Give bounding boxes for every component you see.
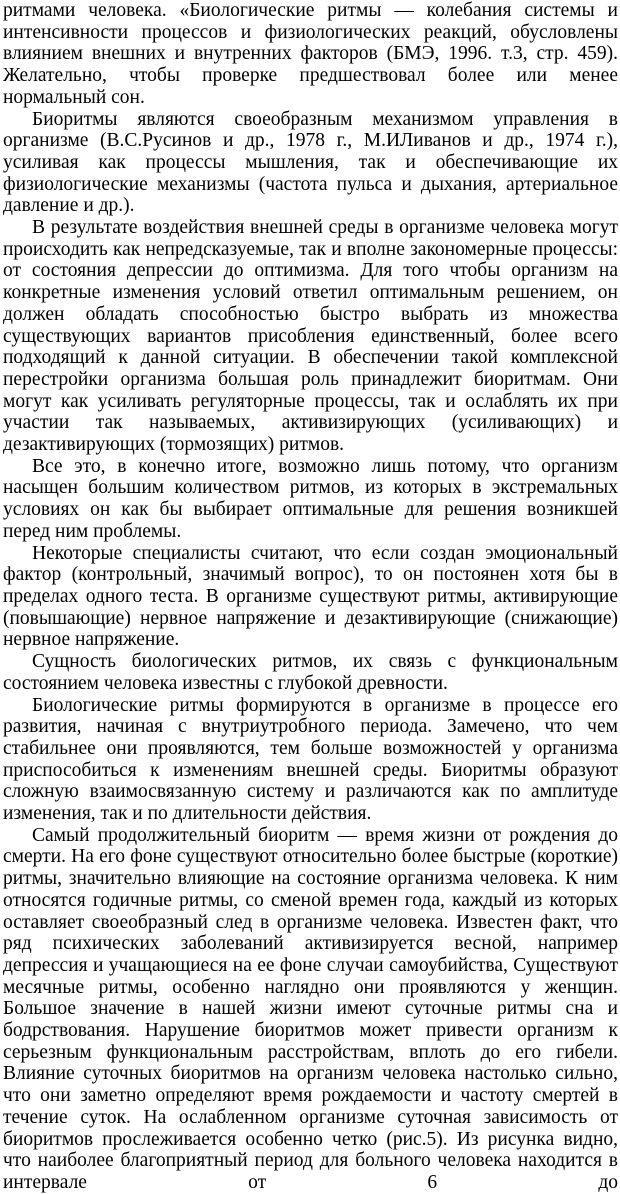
paragraph-3: В результате воздействия внешней среды в организме человека могут происходить как непредсказуемые, так и вполне закономерные процессы: от состояния депрессии до оптимизма. Для того чтобы организм на конкретные изменения условий ответил оптимальным решением, он должен обладать способностью быстро выбрать из множества существующих вариантов присобления единственный, более всего подходящий к данной ситуации. В обеспечении такой комплексной перестройки организма большая роль принадлежит биоритмам. Они могут как усиливать регуляторные процессы, так и ослаблять их при участии так называемых, активизирующих (усиливающих) и дезактивирующих (тормозящих) ритмов. xyxy=(3,217,618,456)
paragraph-2: Биоритмы являются своеобразным механизмом управления в организме (В.С.Русинов и др., 1978 г., М.ИЛиванов и др., 1974 г.), усиливая как процессы мышления, так и обеспечивающие их физиологические механизмы (частота пульса и дыхания, артериальное давление и др.). xyxy=(3,108,618,217)
paragraph-8: Самый продолжительный биоритм — время жизни от рождения до смерти. На его фоне существуют относительно более быстрые (короткие) ритмы, значительно влияющие на состояние организма человека. К ним относятся годичные ритмы, со сменой времен года, каждый из которых оставляет своеобразный след в организме человека. Известен факт, что ряд психических заболеваний активизируется весной, например депрессия и учащающиеся на ее фоне случаи самоубийства, Существуют месячные ритмы, особенно наглядно они проявляются у женщин. Большое значение в нашей жизни имеют суточные ритмы сна и бодрствования. Нарушение биоритмов может привести организм к серьезным функциональным расстройствам, вплоть до его гибели. Влияние суточных биоритмов на организм человека настолько сильно, что они заметно определяют время рождаемости и частоту смертей в течение суток. На ослабленном организме суточная зависимость от биоритмов прослеживается особенно четко (рис.5). Из рисунка видно, что наиболее благоприятный период для больного человека находится в интервале от 6 до xyxy=(3,824,618,1193)
paragraph-6: Сущность биологических ритмов, их связь с функциональным состоянием человека известны с глубокой древности. xyxy=(3,651,618,694)
document-page xyxy=(3,0,618,1194)
paragraph-5: Некоторые специалисты считают, что если создан эмоциональный фактор (контрольный, значимый вопрос), то он постоянен хотя бы в пределах одного теста. В организме существуют ритмы, активирующие (повышающие) нервное напряжение и дезактивирующие (снижающие) нервное напряжение. xyxy=(3,542,618,651)
paragraph-4: Все это, в конечно итоге, возможно лишь потому, что организм насыщен большим количеством ритмов, из которых в экстремальных условиях он как бы выбирает оптимальные для решения возникшей перед ним проблемы. xyxy=(3,455,618,542)
paragraph-1: ритмами человека. «Биологические ритмы — колебания системы и интенсивности процессов и физиологических реакций, обусловлены влиянием внешних и внутренних факторов (БМЭ, 1996. т.3, стр. 459). Желательно, чтобы проверке предшествовал более или менее нормальный сон. xyxy=(3,0,618,108)
paragraph-7: Биологические ритмы формируются в организме в процессе его развития, начиная с внутриутробного периода. Замечено, что чем стабильнее они проявляются, тем больше возможностей у организма приспособиться к изменениям внешней среды. Биоритмы образуют сложную взаимосвязанную систему и различаются как по амплитуде изменения, так и по длительности действия. xyxy=(3,694,618,825)
